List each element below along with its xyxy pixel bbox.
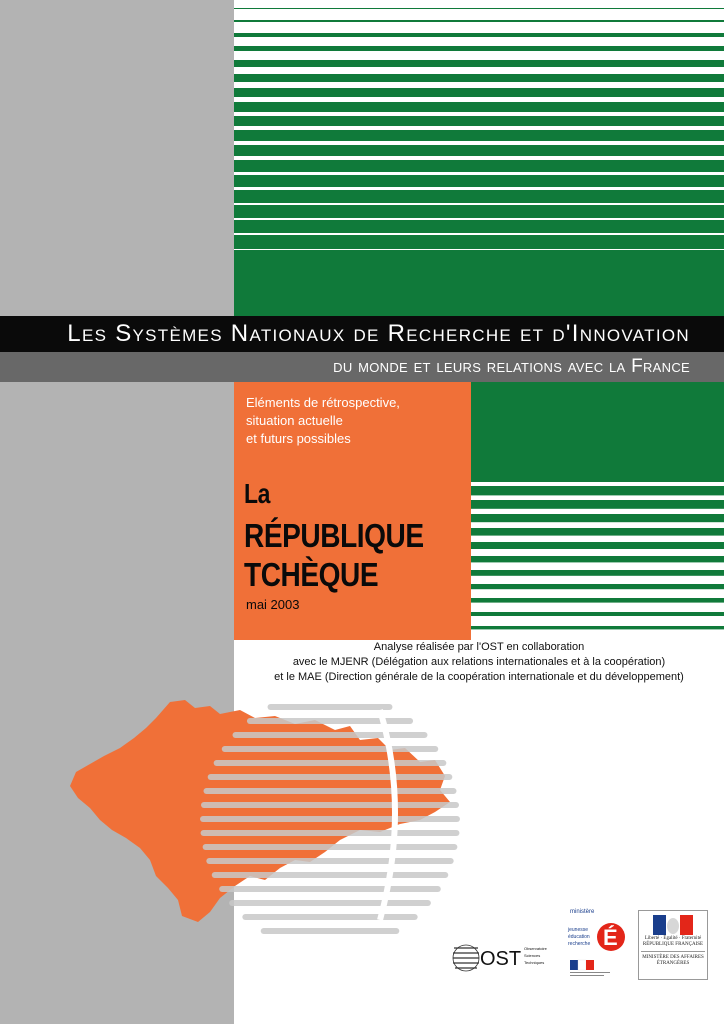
green-stripe: [471, 500, 724, 509]
green-stripe: [471, 528, 724, 536]
globe-stripe: [208, 774, 453, 780]
globe-stripe: [247, 718, 413, 724]
globe-stripe: [214, 760, 447, 766]
green-stripe: [471, 570, 724, 576]
mae-republic: RÉPUBLIQUE FRANÇAISE: [642, 942, 704, 947]
green-stripe: [471, 612, 724, 616]
country-name-line-2: TCHÈQUE: [244, 556, 379, 593]
globe-stripe: [261, 928, 400, 934]
globe-stripe: [229, 900, 431, 906]
tagline-line-3: et futurs possibles: [246, 431, 351, 446]
czech-map-illustration: [60, 690, 480, 950]
green-stripe: [471, 514, 724, 522]
globe-stripe: [203, 844, 458, 850]
tagline-line-1: Eléments de rétrospective,: [246, 395, 400, 410]
green-stripe: [234, 60, 724, 67]
series-subtitle: du monde et leurs relations avec la France: [333, 356, 690, 377]
globe-stripe: [212, 872, 449, 878]
publication-date: mai 2003: [246, 597, 300, 612]
green-stripe: [471, 472, 724, 482]
green-stripe: [234, 160, 724, 172]
ministere-word-1: jeunesse: [568, 927, 589, 933]
green-stripe: [471, 584, 724, 589]
title-box: [234, 382, 471, 640]
ost-logo: [452, 938, 562, 978]
globe-stripe: [222, 746, 438, 752]
ministere-label: ministère: [570, 909, 595, 915]
green-stripe: [234, 205, 724, 218]
ministry-education-logo: [566, 905, 634, 985]
globe-stripe: [201, 802, 459, 808]
green-stripe: [234, 175, 724, 187]
green-stripe: [234, 8, 724, 9]
globe-stripe: [242, 914, 417, 920]
green-stripe: [471, 556, 724, 562]
flag-red: [586, 960, 594, 970]
green-stripe: [234, 130, 724, 141]
subtitle-band: [0, 352, 724, 382]
ost-word-3: Techniques: [524, 960, 545, 965]
green-stripe: [234, 20, 724, 22]
mae-logo: [638, 910, 708, 980]
analysis-line-1: Analyse réalisée par l'OST en collaboration: [373, 641, 585, 653]
tagline-line-2: situation actuelle: [246, 413, 343, 428]
analysis-line-2: avec le MJENR (Délégation aux relations internationales et à la coopération): [292, 656, 666, 668]
green-stripe: [471, 486, 724, 495]
green-stripe: [234, 116, 724, 126]
analysis-credits: [234, 640, 724, 685]
green-stripe: [471, 626, 724, 629]
green-block: [471, 382, 724, 472]
series-title: Les Systèmes Nationaux de Recherche et d'Innovation: [67, 320, 690, 347]
ost-word-2: Sciences: [524, 953, 541, 958]
ministere-word-2: éducation: [568, 934, 590, 940]
country-name-line-1: RÉPUBLIQUE: [244, 517, 424, 554]
globe-stripe: [219, 886, 441, 892]
ministere-e-letter: É: [603, 925, 618, 950]
green-stripe: [234, 220, 724, 233]
globe-stripe: [204, 788, 457, 794]
green-stripe: [471, 598, 724, 603]
ministere-word-3: recherche: [568, 941, 591, 947]
flag-blue: [570, 960, 578, 970]
mae-flag-red: [680, 915, 693, 935]
globe-stripe: [201, 830, 460, 836]
ost-label: OST: [480, 948, 522, 970]
flag-white: [578, 960, 586, 970]
mae-motto: Liberté · Égalité · Fraternité: [644, 936, 702, 941]
mae-flag-blue: [653, 915, 666, 935]
green-stripe: [234, 250, 724, 316]
globe-stripe: [268, 704, 393, 710]
ost-globe-icon: [453, 945, 479, 971]
globe-stripe: [206, 858, 453, 864]
analysis-line-3: et le MAE (Direction générale de la coopération internationale et du développement): [274, 671, 684, 683]
green-stripe: [234, 102, 724, 112]
country-article: La: [244, 478, 270, 509]
mae-name: MINISTÈRE DES AFFAIRES ÉTRANGÈRES: [641, 951, 705, 967]
green-stripe: [234, 33, 724, 37]
green-stripe: [234, 46, 724, 51]
title-band: [0, 316, 724, 352]
green-stripe: [234, 74, 724, 82]
top-green-stripes: [234, 0, 724, 316]
green-stripe: [234, 190, 724, 203]
green-stripe: [234, 145, 724, 156]
ost-word-1: Observatoire: [524, 946, 547, 951]
globe-stripe: [233, 732, 428, 738]
green-stripe: [234, 88, 724, 97]
green-stripe: [471, 542, 724, 549]
middle-green-stripes: [471, 472, 724, 640]
globe-stripe: [200, 816, 460, 822]
marianne-icon: [667, 918, 679, 934]
green-stripe: [234, 235, 724, 249]
